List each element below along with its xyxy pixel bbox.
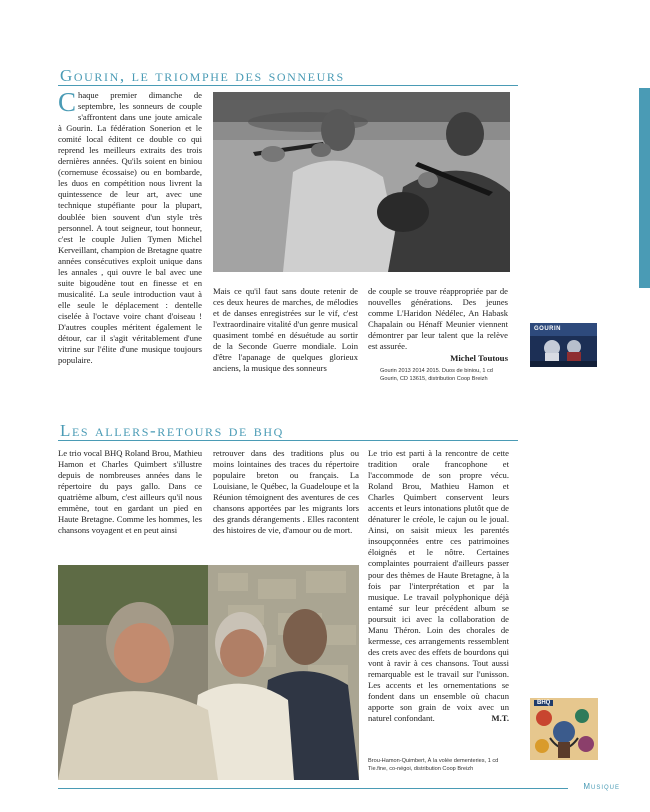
bhq-trio-photo bbox=[58, 565, 359, 780]
article1-column-1 bbox=[58, 87, 202, 366]
bhq-trio-photo-image bbox=[58, 565, 359, 780]
article1-signature: Michel Toutous bbox=[450, 353, 508, 364]
sonneurs-photo-image bbox=[213, 92, 510, 272]
bhq-cd-image bbox=[530, 698, 598, 760]
bhq-cd-label: BHQ bbox=[534, 700, 553, 706]
article1-caption: Gourin 2013 2014 2015. Duos de biniou, 1 cd Gourin, CD 13615, distribution Coop Breizh bbox=[380, 368, 493, 382]
article2-column-3 bbox=[368, 448, 509, 724]
article2-col2-text: retrouver dans des traditions plus ou moins lointaines des traces du répertoire populaire breton ou français. La Louisiane, le Québec, la Guadeloupe et la Réunion témoignent des aventures de ces chansons apportées par les migrants lors des grands dérangements . Elles racontent des histoires de vie, d'amour ou de mort. bbox=[213, 448, 359, 536]
article1-dropcap: C bbox=[58, 87, 77, 117]
gourin-cd-label: GOURIN bbox=[534, 326, 561, 332]
article2-column-1 bbox=[58, 448, 202, 536]
gourin-cd-cover bbox=[530, 323, 597, 367]
section-tab bbox=[639, 88, 650, 288]
article2-title-rule bbox=[58, 440, 518, 441]
article2-caption: Brou-Hamon-Quimbert, À la volée dementeries, 1 cd Tie.fine, co-négoi, distribution Coop Breizh bbox=[368, 758, 499, 772]
footer-rule bbox=[58, 788, 568, 789]
article2-title: Les allers-retours de bhq bbox=[60, 421, 284, 440]
article1-col3-text: de couple se trouve réappropriée par de nouvelles générations. Des jeunes comme L'Haridon Nédélec, An Habask Chapalain ou Hénaff Meunier viennent démontrer par leur talent que la relève est assurée. bbox=[368, 286, 508, 352]
article1-column-2 bbox=[213, 286, 358, 374]
article1-column-3 bbox=[368, 286, 508, 364]
article2-column-2 bbox=[213, 448, 359, 536]
sonneurs-photo bbox=[213, 92, 510, 272]
article1-col2-text: Mais ce qu'il faut sans doute retenir de ces deux heures de marches, de mélodies et de danses enregistrées sur le vif, c'est l'extraordinaire vitalité d'un genre musical quasiment tombé en désuétude au sortir de la Seconde Guerre mondiale. Loin d'être l'apanage de quelques glorieux anciens, la musique des sonneurs bbox=[213, 286, 358, 374]
article1-title: Gourin, le triomphe des sonneurs bbox=[60, 66, 345, 85]
article2-col3-text: Le trio est parti à la rencontre de cette tradition orale francophone et l'accommode de son propre vécu. Roland Brou, Mathieu Hamon et Charles Quimbert conservent leurs accents et leurs intonations plutôt que de dénaturer le créole, le cajun ou le joual. Ainsi, on saisit mieux les parentés insoupçonnées entre ces patrimoines éloignés et le nôtre. Certaines complaintes pourraient d'ailleurs passer pour des thèmes de Haute Bretagne, à la fois par l'interprétation et par la musique. Le travail polyphonique déjà entamé sur leur précédent album se poursuit ici avec la collaboration de Manu Théron. Loin des chorales de kermesse, ces arrangements ressemblent des crets avec des effets de bourdons qui vont à ravir à ces chansons. Tout aussi remarquable est le travail sur l'unisson. Les accents et les ornementations se fondent dans un ensemble où chacun apporte son grain de voix avec un naturel confondant. bbox=[368, 448, 509, 724]
article2-col1-text: Le trio vocal BHQ Roland Brou, Mathieu Hamon et Charles Quimbert s'illustre depuis de nombreuses années dans le répertoire du pays gallo. Dans ce quatrième album, c'est ailleurs qu'il nous emmène, tout en gardant un pied en Haute Bretagne. Comme les hommes, les chansons voyagent et en peut ainsi bbox=[58, 448, 202, 536]
article1-col1-text: haque premier dimanche de septembre, les sonneurs de couple s'affrontent dans une joute amicale à Gourin. La fédération Sonerion et le comité local éditent ce double co qui reprend les meilleurs extraits des trois dernières années. Qu'ils soient en biniou (cornemuse écossaise) ou en bombarde, les duos en compétition nous livrent la quintessence de leur art, avec une technique stupéfiante pour la plupart, doublée bien souvent d'un style très personnel. A tout seigneur, tout honneur, c'est le couple Julien Tymen Michel Kerveillant, champion de Bretagne quatre années consécutives exploit unique dans les annales , qui ouvre le bal avec une suite bigoudène tout en finesse et en musicalité. La seule introduction vaut à elle seule le déplacement : dentelle ciselée à l'octave voire chant d'oiseau ! D'autres couples méritent également le détour, car il s'agit véritablement d'une vitrine sur l'élite d'une musique toujours populaire. bbox=[58, 90, 202, 366]
footer-section-label: Musique bbox=[583, 782, 620, 791]
article2-signature: M.T. bbox=[491, 713, 509, 724]
article1-title-rule bbox=[58, 85, 518, 86]
bhq-cd-cover bbox=[530, 698, 598, 760]
